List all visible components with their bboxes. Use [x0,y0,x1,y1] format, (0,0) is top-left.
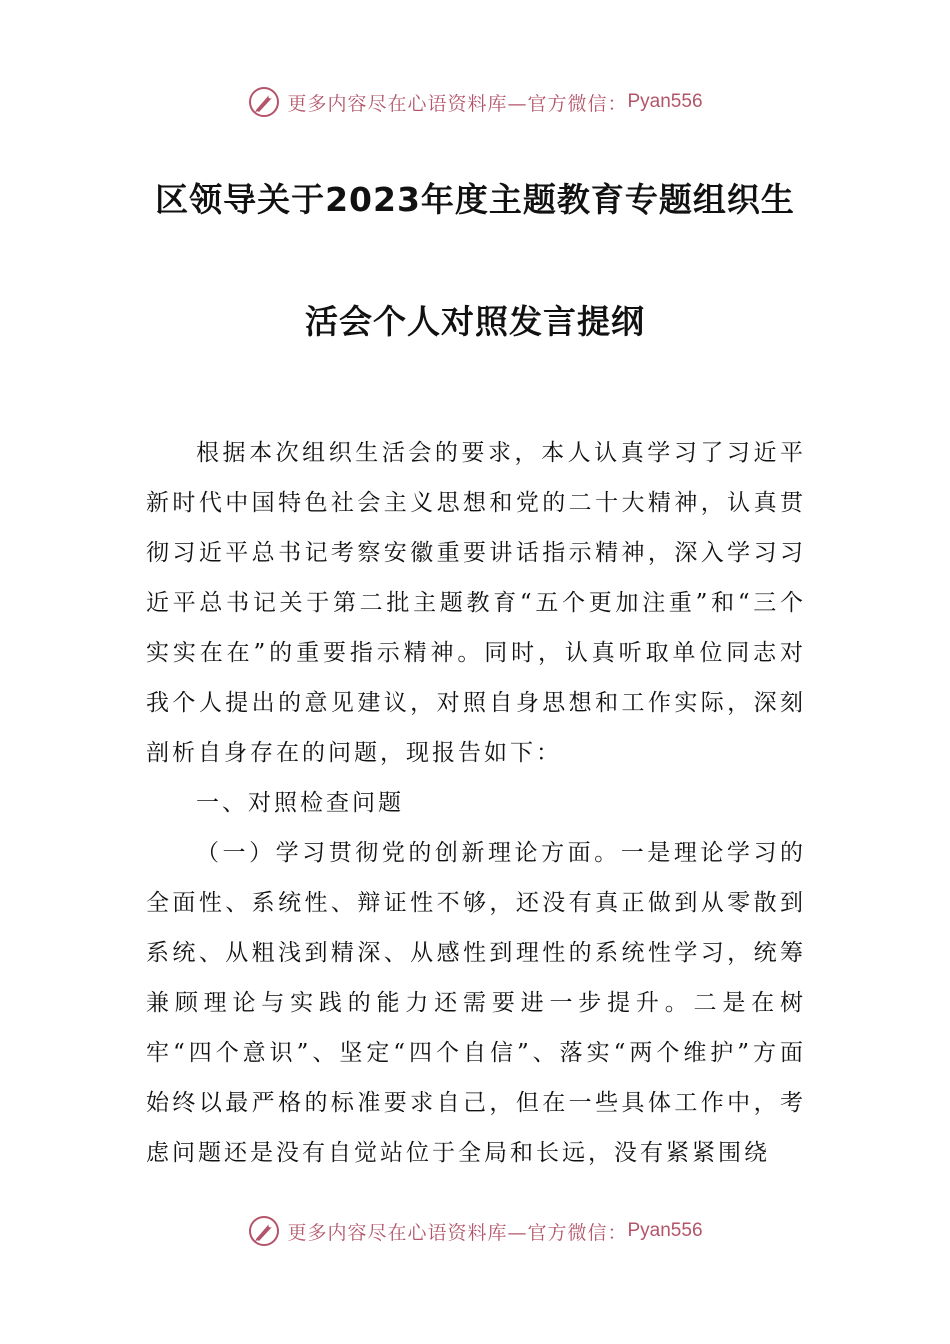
watermark-wechat-id: Pyan556 [627,1220,703,1241]
watermark-text: 更多内容尽在心语资料库—官方微信： [287,92,628,115]
document-title-line-2: 活会个人对照发言提纲 [305,302,645,341]
section-heading: 一、对照检查问题 [196,790,404,816]
watermark-footer [0,1211,950,1251]
body-paragraph: 根据本次组织生活会的要求，本人认真学习了习近平新时代中国特色社会主义思想和党的二十大精神，认真贯彻习近平总书记考察安徽重要讲话指示精神，深入学习习近平总书记关于第二批主题教育“五个更加注重”和“三个实实在在”的重要指示精神。同时，认真听取单位同志对我个人提出的意见建议，对照自身思想和工作实际，深刻剖析自身存在的问题，现报告如下： [146,440,806,766]
watermark-header [0,82,950,122]
watermark-text: 更多内容尽在心语资料库—官方微信： [287,1221,628,1244]
pen-nib-icon [247,1214,281,1248]
document-body [146,428,806,1178]
body-paragraph: （一）学习贯彻党的创新理论方面。一是理论学习的全面性、系统性、辩证性不够，还没有真正做到从零散到系统、从粗浅到精深、从感性到理性的系统性学习，统筹兼顾理论与实践的能力还需要进一步提升。二是在树牢“四个意识”、坚定“四个自信”、落实“两个维护”方面始终以最严格的标准要求自己，但在一些具体工作中，考虑问题还是没有自觉站位于全局和长远，没有紧紧围绕 [146,840,806,1166]
document-title-line-1: 区领导关于2023年度主题教育专题组织生 [155,180,795,219]
pen-nib-icon [247,85,281,119]
watermark-wechat-id: Pyan556 [627,91,703,112]
